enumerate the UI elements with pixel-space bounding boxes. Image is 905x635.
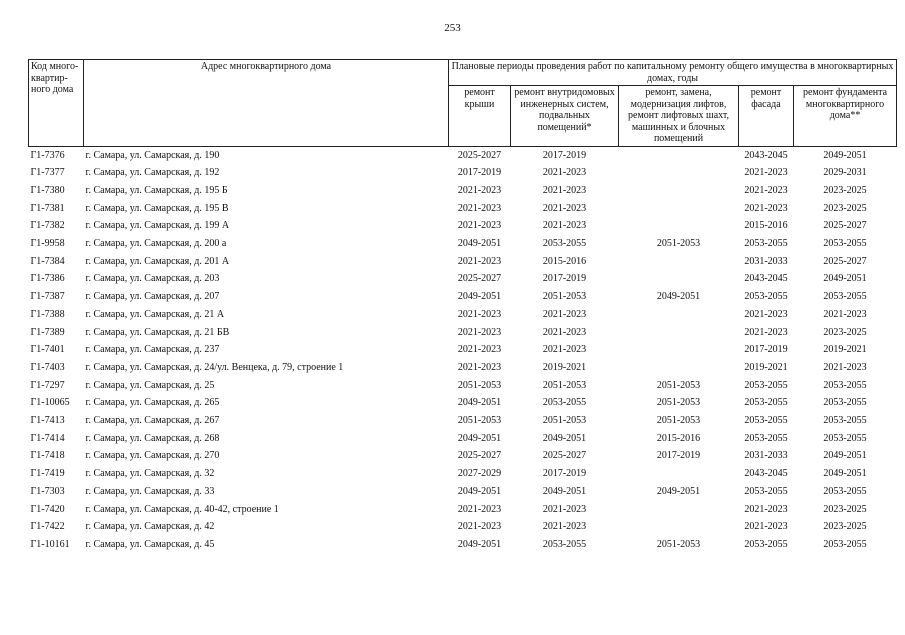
cell-foundation: 2021-2023 — [823, 361, 867, 373]
header-facade: ремонт фасада — [739, 86, 794, 147]
cell-engineering: 2015-2016 — [542, 255, 587, 267]
cell-address: г. Самара, ул. Самарская, д. 207 — [85, 291, 220, 303]
cell-elevators — [619, 182, 739, 200]
cell-engineering: 2049-2051 — [542, 432, 587, 444]
cell-foundation: 2053-2055 — [823, 379, 867, 391]
cell-roof: 2021-2023 — [457, 344, 502, 356]
cell-facade: 2053-2055 — [744, 415, 788, 427]
cell-facade: 2031-2033 — [744, 255, 788, 267]
cell-roof: 2025-2027 — [457, 450, 502, 462]
cell-code: Г1-7414 — [30, 432, 65, 444]
cell-roof: 2021-2023 — [457, 308, 502, 320]
cell-foundation: 2053-2055 — [823, 485, 867, 497]
table-row — [29, 412, 897, 430]
cell-facade: 2015-2016 — [744, 220, 788, 232]
header-foundation: ремонт фундамента многоквартирного дома** — [794, 86, 897, 147]
cell-roof: 2025-2027 — [457, 149, 502, 161]
cell-code: Г1-7384 — [30, 255, 65, 267]
cell-elevators — [619, 324, 739, 342]
cell-address: г. Самара, ул. Самарская, д. 45 — [85, 538, 215, 550]
cell-elevators: 2049-2051 — [656, 485, 701, 497]
cell-roof: 2049-2051 — [457, 397, 502, 409]
cell-code: Г1-10161 — [30, 538, 70, 550]
cell-code: Г1-7419 — [30, 468, 65, 480]
table-row — [29, 182, 897, 200]
cell-address: г. Самара, ул. Самарская, д. 199 А — [85, 220, 230, 232]
cell-engineering: 2019-2021 — [542, 361, 587, 373]
cell-roof: 2021-2023 — [457, 184, 502, 196]
cell-engineering: 2021-2023 — [542, 167, 587, 179]
table-row — [29, 270, 897, 288]
cell-elevators: 2051-2053 — [656, 397, 701, 409]
cell-roof: 2049-2051 — [457, 485, 502, 497]
cell-elevators — [619, 518, 739, 536]
cell-roof: 2027-2029 — [457, 468, 502, 480]
cell-elevators — [619, 465, 739, 483]
table-row — [29, 306, 897, 324]
cell-elevators — [619, 253, 739, 271]
cell-engineering: 2053-2055 — [542, 538, 587, 550]
cell-foundation: 2025-2027 — [823, 255, 867, 267]
cell-address: г. Самара, ул. Самарская, д. 267 — [85, 415, 220, 427]
cell-facade: 2021-2023 — [744, 184, 788, 196]
capital-repair-table — [28, 59, 897, 554]
header-periods-group: Плановые периоды проведения работ по капитальному ремонту общего имущества в многоквартирных домах, годы — [449, 60, 897, 86]
table-row — [29, 288, 897, 306]
cell-address: г. Самара, ул. Самарская, д. 195 Б — [85, 184, 228, 196]
cell-facade: 2053-2055 — [744, 538, 788, 550]
cell-address: г. Самара, ул. Самарская, д. 190 — [85, 149, 220, 161]
table-row — [29, 483, 897, 501]
cell-facade: 2053-2055 — [744, 485, 788, 497]
table-row — [29, 217, 897, 235]
header-address: Адрес многоквартирного дома — [84, 60, 449, 147]
cell-code: Г1-7297 — [30, 379, 65, 391]
table-row — [29, 359, 897, 377]
cell-roof: 2049-2051 — [457, 538, 502, 550]
cell-code: Г1-7382 — [30, 220, 65, 232]
cell-roof: 2021-2023 — [457, 326, 502, 338]
table-row — [29, 518, 897, 536]
cell-roof: 2051-2053 — [457, 379, 502, 391]
cell-roof: 2051-2053 — [457, 415, 502, 427]
cell-code: Г1-9958 — [30, 238, 65, 250]
cell-code: Г1-7381 — [30, 202, 65, 214]
cell-foundation: 2053-2055 — [823, 291, 867, 303]
cell-facade: 2019-2021 — [744, 361, 788, 373]
cell-facade: 2043-2045 — [744, 273, 788, 285]
cell-engineering: 2021-2023 — [542, 220, 587, 232]
cell-facade: 2053-2055 — [744, 379, 788, 391]
cell-foundation: 2049-2051 — [823, 273, 867, 285]
table-row — [29, 447, 897, 465]
cell-address: г. Самара, ул. Самарская, д. 24/ул. Венцека, д. 79, строение 1 — [85, 361, 344, 373]
table-row — [29, 394, 897, 412]
cell-foundation: 2049-2051 — [823, 149, 867, 161]
cell-elevators: 2051-2053 — [656, 415, 701, 427]
cell-roof: 2049-2051 — [457, 432, 502, 444]
header-engineering: ремонт внутридомовых инженерных систем, подвальных помещений* — [511, 86, 619, 147]
table-row — [29, 253, 897, 271]
cell-roof: 2049-2051 — [457, 291, 502, 303]
cell-code: Г1-7303 — [30, 485, 65, 497]
cell-address: г. Самара, ул. Самарская, д. 195 В — [85, 202, 229, 214]
cell-address: г. Самара, ул. Самарская, д. 21 БВ — [85, 326, 230, 338]
cell-code: Г1-7422 — [30, 521, 65, 533]
cell-foundation: 2049-2051 — [823, 450, 867, 462]
cell-facade: 2053-2055 — [744, 397, 788, 409]
table-body — [29, 146, 897, 554]
cell-facade: 2021-2023 — [744, 308, 788, 320]
page-number: 253 — [444, 22, 461, 34]
cell-code: Г1-7418 — [30, 450, 65, 462]
cell-engineering: 2051-2053 — [542, 415, 587, 427]
cell-address: г. Самара, ул. Самарская, д. 268 — [85, 432, 220, 444]
cell-elevators — [619, 164, 739, 182]
cell-address: г. Самара, ул. Самарская, д. 21 А — [85, 308, 225, 320]
cell-facade: 2017-2019 — [744, 344, 788, 356]
table-row — [29, 501, 897, 519]
cell-elevators — [619, 217, 739, 235]
cell-code: Г1-10065 — [30, 397, 70, 409]
header-code: Код много-квартир-ного дома — [29, 60, 84, 147]
cell-address: г. Самара, ул. Самарская, д. 265 — [85, 397, 220, 409]
cell-foundation: 2023-2025 — [823, 326, 867, 338]
cell-foundation: 2053-2055 — [823, 432, 867, 444]
cell-engineering: 2021-2023 — [542, 503, 587, 515]
cell-foundation: 2023-2025 — [823, 202, 867, 214]
cell-elevators: 2049-2051 — [656, 291, 701, 303]
cell-address: г. Самара, ул. Самарская, д. 200 а — [85, 238, 227, 250]
table-row — [29, 465, 897, 483]
cell-engineering: 2053-2055 — [542, 397, 587, 409]
table-row — [29, 341, 897, 359]
cell-code: Г1-7420 — [30, 503, 65, 515]
cell-foundation: 2023-2025 — [823, 503, 867, 515]
cell-engineering: 2017-2019 — [542, 149, 587, 161]
cell-foundation: 2029-2031 — [823, 167, 867, 179]
cell-engineering: 2051-2053 — [542, 379, 587, 391]
table-row — [29, 146, 897, 164]
cell-address: г. Самара, ул. Самарская, д. 25 — [85, 379, 215, 391]
cell-roof: 2017-2019 — [457, 167, 502, 179]
cell-elevators — [619, 501, 739, 519]
cell-address: г. Самара, ул. Самарская, д. 33 — [85, 485, 215, 497]
cell-foundation: 2053-2055 — [823, 397, 867, 409]
cell-address: г. Самара, ул. Самарская, д. 203 — [85, 273, 220, 285]
cell-engineering: 2021-2023 — [542, 184, 587, 196]
cell-facade: 2053-2055 — [744, 291, 788, 303]
cell-foundation: 2053-2055 — [823, 538, 867, 550]
cell-facade: 2053-2055 — [744, 238, 788, 250]
cell-elevators: 2017-2019 — [656, 450, 701, 462]
table-row — [29, 235, 897, 253]
cell-facade: 2021-2023 — [744, 326, 788, 338]
cell-code: Г1-7403 — [30, 361, 65, 373]
cell-foundation: 2023-2025 — [823, 521, 867, 533]
table-row — [29, 430, 897, 448]
cell-elevators — [619, 306, 739, 324]
cell-code: Г1-7386 — [30, 273, 65, 285]
table-row — [29, 164, 897, 182]
cell-address: г. Самара, ул. Самарская, д. 270 — [85, 450, 220, 462]
cell-elevators: 2051-2053 — [656, 538, 701, 550]
cell-engineering: 2017-2019 — [542, 273, 587, 285]
cell-address: г. Самара, ул. Самарская, д. 237 — [85, 344, 220, 356]
cell-foundation: 2023-2025 — [823, 184, 867, 196]
cell-facade: 2043-2045 — [744, 468, 788, 480]
cell-roof: 2021-2023 — [457, 521, 502, 533]
cell-roof: 2021-2023 — [457, 361, 502, 373]
cell-elevators — [619, 341, 739, 359]
cell-roof: 2021-2023 — [457, 202, 502, 214]
cell-facade: 2043-2045 — [744, 149, 788, 161]
cell-roof: 2021-2023 — [457, 255, 502, 267]
cell-code: Г1-7388 — [30, 308, 65, 320]
cell-foundation: 2053-2055 — [823, 415, 867, 427]
cell-facade: 2031-2033 — [744, 450, 788, 462]
cell-facade: 2021-2023 — [744, 202, 788, 214]
cell-code: Г1-7389 — [30, 326, 65, 338]
cell-foundation: 2021-2023 — [823, 308, 867, 320]
cell-elevators — [619, 146, 739, 164]
cell-roof: 2049-2051 — [457, 238, 502, 250]
cell-roof: 2021-2023 — [457, 220, 502, 232]
cell-address: г. Самара, ул. Самарская, д. 32 — [85, 468, 215, 480]
cell-engineering: 2051-2053 — [542, 291, 587, 303]
table-row — [29, 536, 897, 554]
cell-code: Г1-7376 — [30, 149, 65, 161]
cell-foundation: 2019-2021 — [823, 344, 867, 356]
cell-foundation: 2049-2051 — [823, 468, 867, 480]
header-roof: ремонт крыши — [449, 86, 511, 147]
cell-code: Г1-7413 — [30, 415, 65, 427]
cell-engineering: 2021-2023 — [542, 521, 587, 533]
cell-engineering: 2053-2055 — [542, 238, 587, 250]
cell-code: Г1-7401 — [30, 344, 65, 356]
cell-engineering: 2021-2023 — [542, 308, 587, 320]
cell-foundation: 2053-2055 — [823, 238, 867, 250]
cell-roof: 2025-2027 — [457, 273, 502, 285]
cell-elevators: 2051-2053 — [656, 379, 701, 391]
cell-engineering: 2021-2023 — [542, 344, 587, 356]
cell-address: г. Самара, ул. Самарская, д. 42 — [85, 521, 215, 533]
cell-address: г. Самара, ул. Самарская, д. 192 — [85, 167, 220, 179]
cell-elevators: 2015-2016 — [656, 432, 701, 444]
cell-code: Г1-7377 — [30, 167, 65, 179]
cell-elevators: 2051-2053 — [656, 238, 701, 250]
cell-foundation: 2025-2027 — [823, 220, 867, 232]
cell-engineering: 2049-2051 — [542, 485, 587, 497]
cell-facade: 2021-2023 — [744, 503, 788, 515]
table-row — [29, 324, 897, 342]
cell-engineering: 2021-2023 — [542, 326, 587, 338]
cell-engineering: 2025-2027 — [542, 450, 587, 462]
cell-engineering: 2021-2023 — [542, 202, 587, 214]
cell-facade: 2053-2055 — [744, 432, 788, 444]
cell-engineering: 2017-2019 — [542, 468, 587, 480]
cell-elevators — [619, 270, 739, 288]
table-row — [29, 377, 897, 395]
cell-address: г. Самара, ул. Самарская, д. 201 А — [85, 255, 230, 267]
header-elevators: ремонт, замена, модернизация лифтов, ремонт лифтовых шахт, машинных и блочных помещений — [619, 86, 739, 147]
cell-facade: 2021-2023 — [744, 167, 788, 179]
cell-elevators — [619, 359, 739, 377]
cell-elevators — [619, 200, 739, 218]
table-row — [29, 200, 897, 218]
cell-address: г. Самара, ул. Самарская, д. 40-42, строение 1 — [85, 503, 279, 515]
cell-roof: 2021-2023 — [457, 503, 502, 515]
cell-code: Г1-7387 — [30, 291, 65, 303]
cell-facade: 2021-2023 — [744, 521, 788, 533]
cell-code: Г1-7380 — [30, 184, 65, 196]
